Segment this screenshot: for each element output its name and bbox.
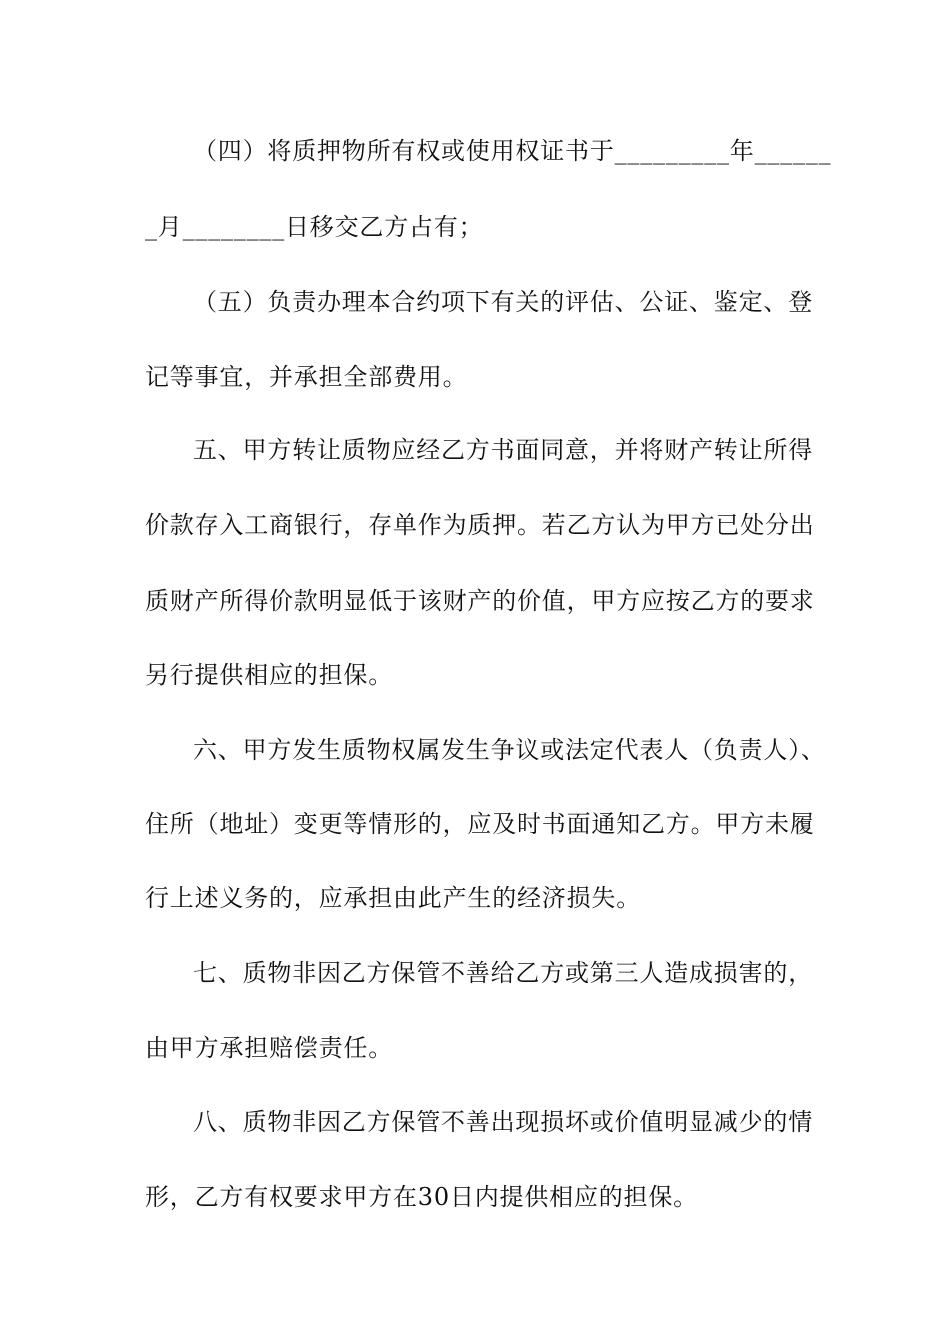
clause-5-line-2: 价款存入工商银行，存单作为质押。若乙方认为甲方已处分出 — [145, 511, 815, 539]
clause-4-4-line-2: _月________日移交乙方占有； — [145, 213, 484, 241]
clause-5-line-4: 另行提供相应的担保。 — [145, 661, 393, 689]
clause-5-line-3: 质财产所得价款明显低于该财产的价值，甲方应按乙方的要求 — [145, 587, 815, 615]
clause-4-5-line-1: （五）负责办理本合约项下有关的评估、公证、鉴定、登 — [193, 288, 813, 316]
clause-7-line-2: 由甲方承担赔偿责任。 — [145, 1034, 393, 1062]
clause-6-line-3: 行上述义务的，应承担由此产生的经济损失。 — [145, 884, 641, 912]
clause-4-5-line-2: 记等事宜，并承担全部费用。 — [145, 363, 468, 391]
clause-8-line-1: 八、质物非因乙方保管不善出现损坏或价值明显减少的情 — [193, 1108, 813, 1136]
clause-5-line-1: 五、甲方转让质物应经乙方书面同意，并将财产转让所得 — [193, 436, 813, 464]
clause-6-line-2: 住所（地址）变更等情形的，应及时书面通知乙方。甲方未履 — [145, 810, 815, 838]
clause-7-line-1: 七、质物非因乙方保管不善给乙方或第三人造成损害的， — [193, 959, 813, 987]
clause-4-4-line-1: （四）将质押物所有权或使用权证书于_________年______ — [193, 137, 832, 165]
clause-8-line-2: 形，乙方有权要求甲方在30日内提供相应的担保。 — [145, 1183, 698, 1211]
clause-6-line-1: 六、甲方发生质物权属发生争议或法定代表人（负责人）、 — [193, 736, 826, 764]
